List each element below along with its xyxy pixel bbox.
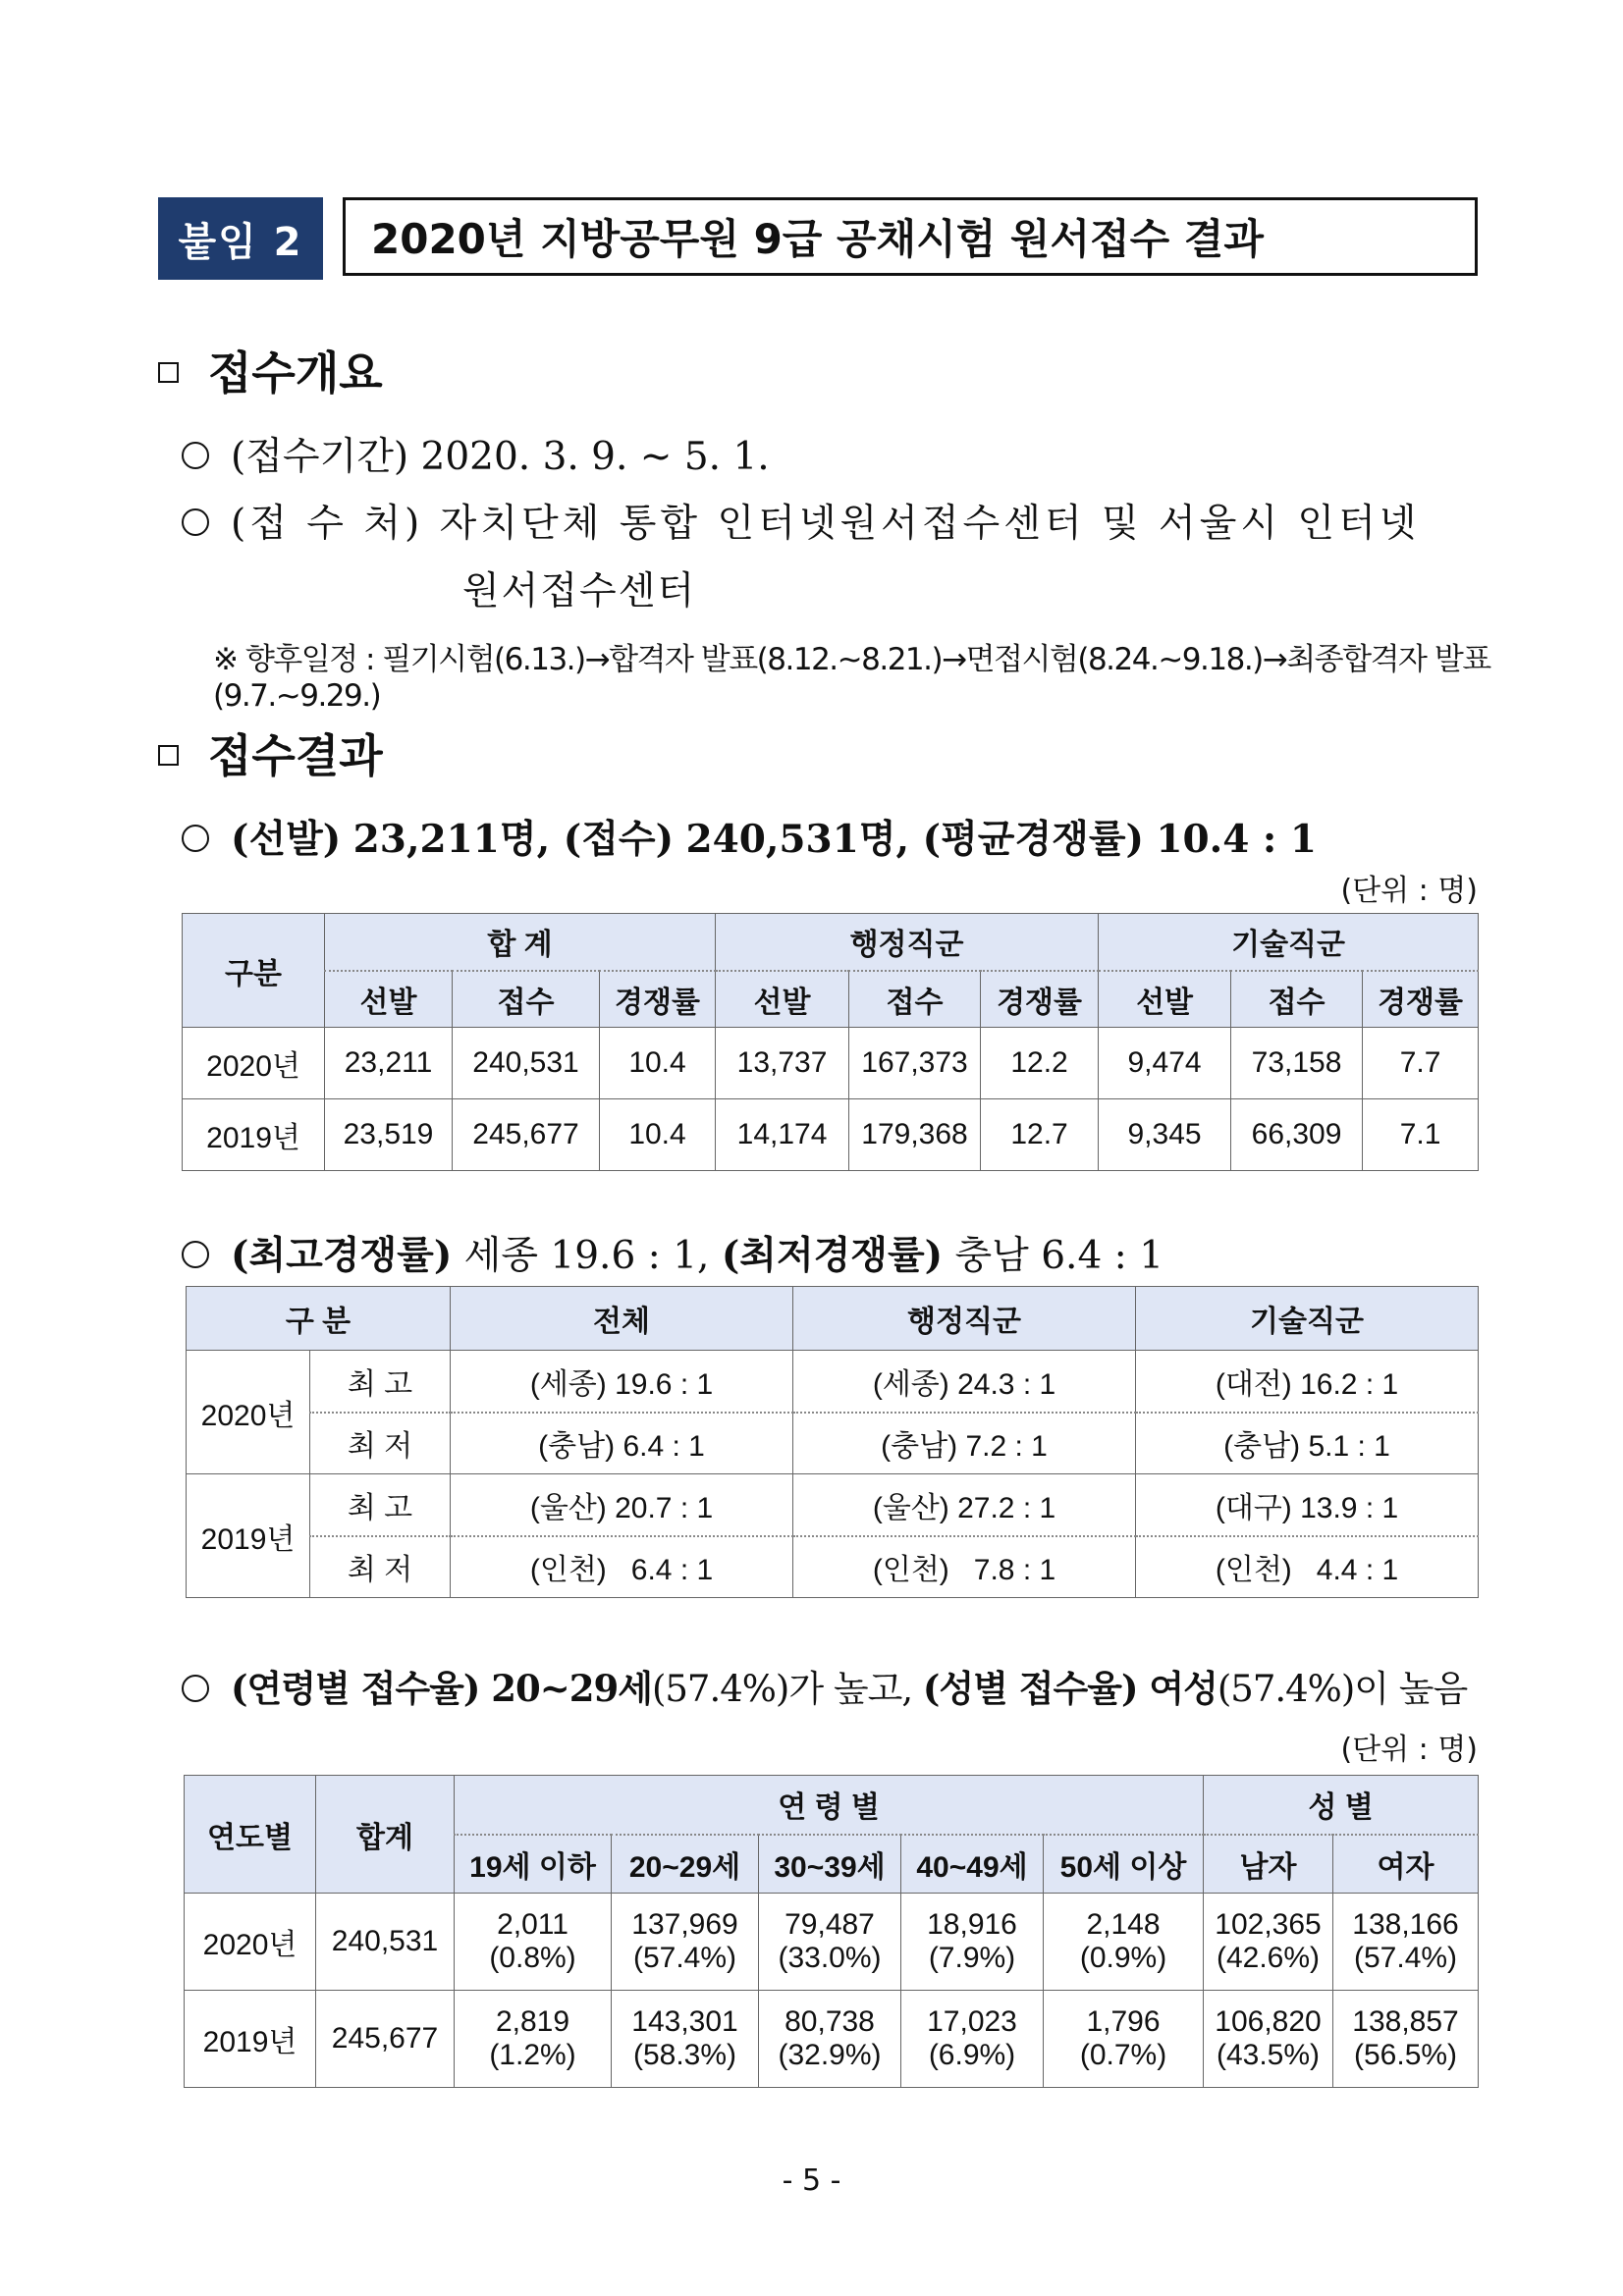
gender-rate-text: (57.4%)이 높음 [1217,1668,1468,1710]
cell: 12.2 [981,1028,1099,1099]
cell [759,1894,901,1991]
cell [612,1894,759,1991]
unit-label: (단위 : 명) [1340,874,1478,908]
page-title: 2020년 지방공무원 9급 공채시험 원서접수 결과 [343,197,1478,276]
cell: (울산) 27.2 : 1 [793,1474,1136,1536]
cell-count: 2,819 [495,2005,570,2038]
cell-percent: (56.5%) [1354,2039,1458,2071]
applications-summary-table [182,913,1479,1171]
row-kind: 최 고 [310,1351,451,1413]
period-item [182,426,770,481]
cell [455,1894,612,1991]
cell [1333,1894,1479,1991]
table-row [185,1894,1479,1991]
circle-bullet-icon [182,1675,209,1702]
table-row [187,1474,1479,1536]
highest-ratio-label: (최고경쟁률) [231,1233,453,1278]
cell: 13,737 [716,1028,849,1099]
cell-percent: (42.6%) [1216,1942,1321,1974]
header-tech: 기술직군 [1136,1287,1479,1351]
header-ratio: 경쟁률 [1363,971,1479,1028]
header-all: 전체 [451,1287,793,1351]
summary-item [182,809,1317,864]
cell: (대구) 13.9 : 1 [1136,1474,1479,1536]
row-year: 2019년 [183,1099,325,1171]
header-admin: 행정직군 [793,1287,1136,1351]
circle-bullet-icon [182,442,209,469]
cell-percent: (7.9%) [928,1942,1016,1974]
circle-bullet-icon [182,1241,209,1268]
section-heading-text: 접수개요 [208,347,383,400]
cell: 167,373 [849,1028,981,1099]
cell [455,1991,612,2088]
cell: (세종) 24.3 : 1 [793,1351,1136,1413]
circle-bullet-icon [182,508,209,536]
cell-percent: (1.2%) [489,2039,576,2071]
cell-percent: (0.7%) [1079,2039,1167,2071]
cell-percent: (0.9%) [1079,1942,1167,1974]
place-item [182,493,1478,548]
cell: 7.1 [1363,1099,1479,1171]
age-rate-text: (57.4%)가 높고, [651,1668,923,1710]
unit-label: (단위 : 명) [1340,1733,1478,1767]
header-total: 합계 [316,1776,455,1894]
cell-count: 18,916 [927,1908,1017,1941]
cell: 10.4 [600,1099,716,1171]
header-age-group: 50세 이상 [1044,1835,1204,1894]
cell-count: 106,820 [1215,2005,1322,2038]
gender-rate-label: (성별 접수율) 여성 [922,1667,1217,1710]
row-total: 240,531 [316,1894,455,1991]
square-bullet-icon [158,745,179,766]
header-selection: 선발 [325,971,453,1028]
header-age: 연 령 별 [455,1776,1204,1835]
row-kind: 최 저 [310,1536,451,1598]
table-row [185,1991,1479,2088]
cell [901,1991,1044,2088]
header-tech: 기술직군 [1099,914,1479,971]
header-applicants: 접수 [453,971,600,1028]
cell: (충남) 6.4 : 1 [451,1413,793,1474]
cell-percent: (0.8%) [489,1942,576,1974]
summary-applicants-value: 240,531명 [685,817,896,862]
attachment-badge: 붙임 2 [158,197,323,280]
header-year: 연도별 [185,1776,316,1894]
row-year: 2020년 [185,1894,316,1991]
cell-count: 143,301 [631,2005,738,2038]
cell-count: 138,857 [1352,2005,1459,2038]
cell [1204,1991,1333,2088]
table-row [187,1413,1479,1474]
summary-selection-value: 23,211명 [352,817,537,862]
cell: 7.7 [1363,1028,1479,1099]
row-kind: 최 고 [310,1474,451,1536]
header-age-group: 30~39세 [759,1835,901,1894]
cell-count: 2,011 [497,1908,568,1941]
schedule-note: ※ 향후일정 : 필기시험(6.13.)→합격자 발표(8.12.~8.21.)→면접시험(8.24.~9.18.)→최종합격자 발표(9.7.~9.29.) [213,642,1490,714]
header-ratio: 경쟁률 [600,971,716,1028]
age-gender-table [184,1775,1479,2088]
row-year: 2019년 [187,1474,310,1598]
row-year: 2019년 [185,1991,316,2088]
cell-count: 138,166 [1352,1908,1459,1941]
cell: (세종) 19.6 : 1 [451,1351,793,1413]
cell: (울산) 20.7 : 1 [451,1474,793,1536]
cell [759,1991,901,2088]
cell: 23,211 [325,1028,453,1099]
cell: 66,309 [1231,1099,1363,1171]
place-item-line2: 원서접수센터 [462,569,697,614]
row-kind: 최 저 [310,1413,451,1474]
cell: 23,519 [325,1099,453,1171]
cell: 9,345 [1099,1099,1231,1171]
cell-percent: (43.5%) [1216,2039,1321,2071]
header-ratio: 경쟁률 [981,971,1099,1028]
cell: 240,531 [453,1028,600,1099]
age-rate-label: (연령별 접수율) 20~29세 [231,1667,652,1710]
cell: (인천) 7.8 : 1 [793,1536,1136,1598]
summary-label-selection: (선발) [231,817,342,862]
table-row [187,1351,1479,1413]
header-age-group: 40~49세 [901,1835,1044,1894]
cell: (충남) 5.1 : 1 [1136,1413,1479,1474]
header-sex-female: 여자 [1333,1835,1479,1894]
cell [612,1991,759,2088]
page-number: - 5 - [782,2163,841,2198]
section-heading-overview [158,338,383,402]
cell: 14,174 [716,1099,849,1171]
table-row [187,1536,1479,1598]
header-age-group: 19세 이하 [455,1835,612,1894]
header-applicants: 접수 [1231,971,1363,1028]
age-gender-item [182,1659,1467,1712]
cell: 10.4 [600,1028,716,1099]
cell-count: 79,487 [784,1908,875,1941]
section-heading-text: 접수결과 [208,729,383,782]
row-year: 2020년 [183,1028,325,1099]
header-admin: 행정직군 [716,914,1099,971]
cell [1333,1991,1479,2088]
square-bullet-icon [158,362,179,383]
header-group: 구분 [183,914,325,1028]
cell-percent: (6.9%) [928,2039,1016,2071]
cell-count: 1,796 [1086,2005,1161,2038]
cell [1204,1894,1333,1991]
cell [901,1894,1044,1991]
cell-percent: (33.0%) [778,1942,882,1974]
summary-label-applicants: , (접수) [536,817,675,862]
cell: (인천) 4.4 : 1 [1136,1536,1479,1598]
header-total: 합 계 [325,914,716,971]
cell-count: 17,023 [927,2005,1017,2038]
circle-bullet-icon [182,825,209,852]
highest-ratio-text: 세종 19.6 : 1, [452,1234,722,1278]
cell: (충남) 7.2 : 1 [793,1413,1136,1474]
table-row [183,1028,1479,1099]
header-selection: 선발 [1099,971,1231,1028]
summary-ratio-value: 10.4 : 1 [1156,817,1318,862]
cell: 245,677 [453,1099,600,1171]
header-group: 구 분 [187,1287,451,1351]
place-text: (접 수 처) 자치단체 통합 인터넷원서접수센터 및 서울시 인터넷 [231,502,1421,546]
row-total: 245,677 [316,1991,455,2088]
header-sex: 성 별 [1204,1776,1479,1835]
lowest-ratio-label: (최저경쟁률) [721,1233,944,1278]
cell [1044,1894,1204,1991]
cell: 179,368 [849,1099,981,1171]
header-age-group: 20~29세 [612,1835,759,1894]
cell: (인천) 6.4 : 1 [451,1536,793,1598]
cell: 73,158 [1231,1028,1363,1099]
cell-percent: (57.4%) [1354,1942,1458,1974]
cell [1044,1991,1204,2088]
cell-count: 137,969 [631,1908,738,1941]
cell-count: 102,365 [1215,1908,1322,1941]
ratio-extremes-table [186,1286,1479,1598]
cell-percent: (58.3%) [632,2039,737,2071]
cell-count: 2,148 [1086,1908,1161,1941]
header-sex-male: 남자 [1204,1835,1333,1894]
header-selection: 선발 [716,971,849,1028]
period-text: (접수기간) 2020. 3. 9. ~ 5. 1. [231,435,770,479]
table-row [183,1099,1479,1171]
lowest-ratio-text: 충남 6.4 : 1 [943,1234,1164,1278]
row-year: 2020년 [187,1351,310,1474]
section-heading-results [158,721,383,785]
cell: (대전) 16.2 : 1 [1136,1351,1479,1413]
ratio-extremes-item [182,1225,1163,1280]
cell-percent: (32.9%) [778,2039,882,2071]
cell: 9,474 [1099,1028,1231,1099]
header-applicants: 접수 [849,971,981,1028]
cell: 12.7 [981,1099,1099,1171]
cell-count: 80,738 [784,2005,875,2038]
cell-percent: (57.4%) [632,1942,737,1974]
summary-label-ratio: , (평균경쟁률) [895,817,1144,862]
